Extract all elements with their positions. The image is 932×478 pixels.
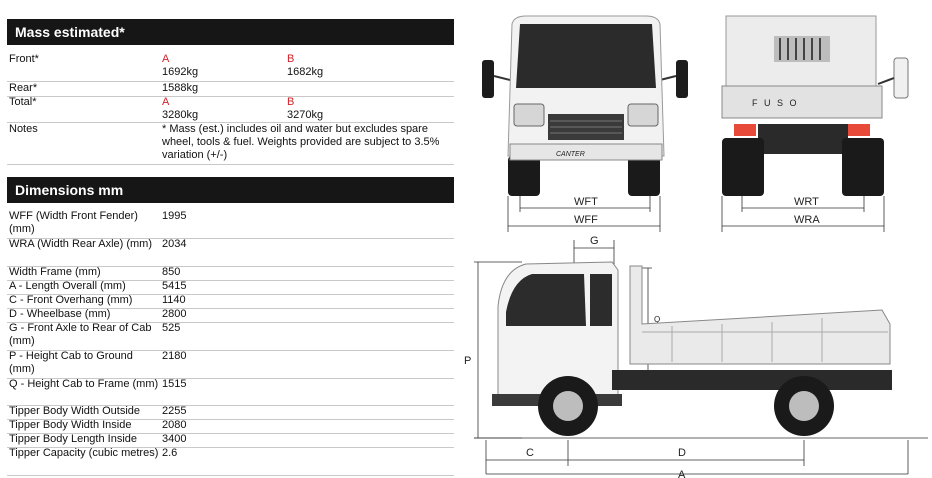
variant-b-tag: B bbox=[287, 96, 295, 108]
right-mirror bbox=[676, 60, 688, 98]
dimension-value: 1515 bbox=[162, 378, 187, 390]
dimension-row bbox=[7, 322, 454, 351]
dimension-row bbox=[7, 238, 454, 267]
front-bumper bbox=[510, 144, 662, 160]
mass-notes-text: * Mass (est.) includes oil and water but excludes spare wheel, tools & fuel. Weights provided are subject to 3.5% variation (+/-) bbox=[162, 123, 440, 161]
mass-row-rear bbox=[7, 82, 454, 97]
dimension-row bbox=[7, 405, 454, 420]
variant-b-tag: B bbox=[287, 53, 295, 65]
p-label: P bbox=[464, 355, 472, 367]
left-mirror bbox=[482, 60, 494, 98]
left-headlight bbox=[514, 104, 544, 126]
dimension-value: 850 bbox=[162, 266, 181, 278]
dimension-value: 3400 bbox=[162, 433, 187, 445]
dimension-label: G - Front Axle to Rear of Cab (mm) bbox=[9, 322, 152, 347]
mass-row-notes bbox=[7, 123, 454, 165]
dimension-label: Tipper Body Width Inside bbox=[9, 419, 132, 431]
mass-front-label: Front* bbox=[9, 53, 39, 65]
a-label: A bbox=[678, 469, 686, 478]
fuso-tailgate-lettering: F U S O bbox=[752, 98, 799, 108]
g-label: G bbox=[590, 235, 599, 247]
dimension-label: WRA (Width Rear Axle) (mm) bbox=[9, 238, 153, 250]
q-label: Q bbox=[654, 315, 661, 324]
mass-section-header: Mass estimated* bbox=[7, 19, 454, 45]
mass-row-front bbox=[7, 53, 454, 82]
mass-total-label: Total* bbox=[9, 96, 37, 108]
wff-label: WFF bbox=[574, 214, 598, 226]
tipper-tailgate bbox=[722, 86, 882, 118]
dimension-value: 525 bbox=[162, 322, 181, 334]
mass-row-total bbox=[7, 96, 454, 123]
right-headlight bbox=[628, 104, 658, 126]
dimension-label: Q - Height Cab to Frame (mm) bbox=[9, 378, 159, 390]
dimension-label: A - Length Overall (mm) bbox=[9, 280, 126, 292]
d-label: D bbox=[678, 447, 686, 459]
dimension-value: 2034 bbox=[162, 238, 187, 250]
dimension-row bbox=[7, 419, 454, 434]
dimensions-section-header: Dimensions mm bbox=[7, 177, 454, 203]
wft-label: WFT bbox=[574, 196, 598, 208]
dimension-row bbox=[7, 308, 454, 323]
dimension-value: 2180 bbox=[162, 350, 187, 362]
variant-a-tag: A bbox=[162, 53, 170, 65]
dimension-label: C - Front Overhang (mm) bbox=[9, 294, 133, 306]
front-right-wheel bbox=[628, 156, 660, 196]
mass-total-b-value: 3270kg bbox=[287, 109, 324, 121]
mass-rear-value: 1588kg bbox=[162, 82, 199, 94]
mass-front-a bbox=[162, 53, 282, 79]
dimension-value: 2800 bbox=[162, 308, 187, 320]
dimension-label: Tipper Capacity (cubic metres) bbox=[9, 447, 159, 459]
rear-view-diagram bbox=[708, 6, 926, 232]
rear-mirror bbox=[894, 58, 908, 98]
dimension-value: 2080 bbox=[162, 419, 187, 431]
dimension-value: 2255 bbox=[162, 405, 187, 417]
windshield bbox=[516, 24, 656, 88]
rear-right-wheels bbox=[842, 138, 884, 196]
chassis-frame bbox=[612, 370, 892, 390]
dimension-value: 2.6 bbox=[162, 447, 178, 459]
dimension-row bbox=[7, 280, 454, 295]
dimension-label: P - Height Cab to Ground (mm) bbox=[9, 350, 133, 375]
rear-chassis bbox=[758, 124, 848, 154]
dimension-label: D - Wheelbase (mm) bbox=[9, 308, 111, 320]
rear-left-wheels bbox=[722, 138, 764, 196]
front-view-diagram bbox=[478, 6, 698, 232]
dimension-value: 1995 bbox=[162, 210, 187, 222]
mass-total-b bbox=[287, 96, 407, 122]
dimension-row bbox=[7, 433, 454, 448]
dimension-label: WFF (Width Front Fender) (mm) bbox=[9, 210, 138, 235]
mass-total-a bbox=[162, 96, 282, 122]
right-tail-light bbox=[848, 124, 870, 136]
front-wheel-hub bbox=[553, 391, 583, 421]
side-view-diagram bbox=[462, 234, 928, 478]
variant-a-tag: A bbox=[162, 96, 170, 108]
rear-wheel-hub bbox=[789, 391, 819, 421]
dimension-label: Width Frame (mm) bbox=[9, 266, 101, 278]
dimension-label: Tipper Body Length Inside bbox=[9, 433, 138, 445]
left-tail-light bbox=[734, 124, 756, 136]
dimension-label: Tipper Body Width Outside bbox=[9, 405, 141, 417]
cab-rear-window bbox=[590, 274, 612, 326]
dimension-row bbox=[7, 447, 454, 476]
cab-rear-vent bbox=[774, 36, 830, 62]
dimension-row bbox=[7, 266, 454, 281]
dimension-value: 1140 bbox=[162, 294, 186, 306]
dimension-value: 5415 bbox=[162, 280, 187, 292]
dimension-row bbox=[7, 378, 454, 406]
mass-notes-label: Notes bbox=[9, 123, 38, 135]
dimension-row bbox=[7, 210, 454, 239]
mass-total-a-value: 3280kg bbox=[162, 109, 199, 121]
wra-label: WRA bbox=[794, 214, 820, 226]
canter-badge: CANTER bbox=[556, 151, 585, 158]
dimension-row bbox=[7, 350, 454, 379]
dimension-row bbox=[7, 294, 454, 309]
wrt-label: WRT bbox=[794, 196, 819, 208]
c-label: C bbox=[526, 447, 534, 459]
mass-front-b bbox=[287, 53, 407, 79]
mass-front-b-value: 1682kg bbox=[287, 66, 324, 78]
mass-rear-label: Rear* bbox=[9, 82, 38, 94]
tipper-body bbox=[630, 266, 890, 364]
front-left-wheel bbox=[508, 156, 540, 196]
mass-front-a-value: 1692kg bbox=[162, 66, 199, 78]
